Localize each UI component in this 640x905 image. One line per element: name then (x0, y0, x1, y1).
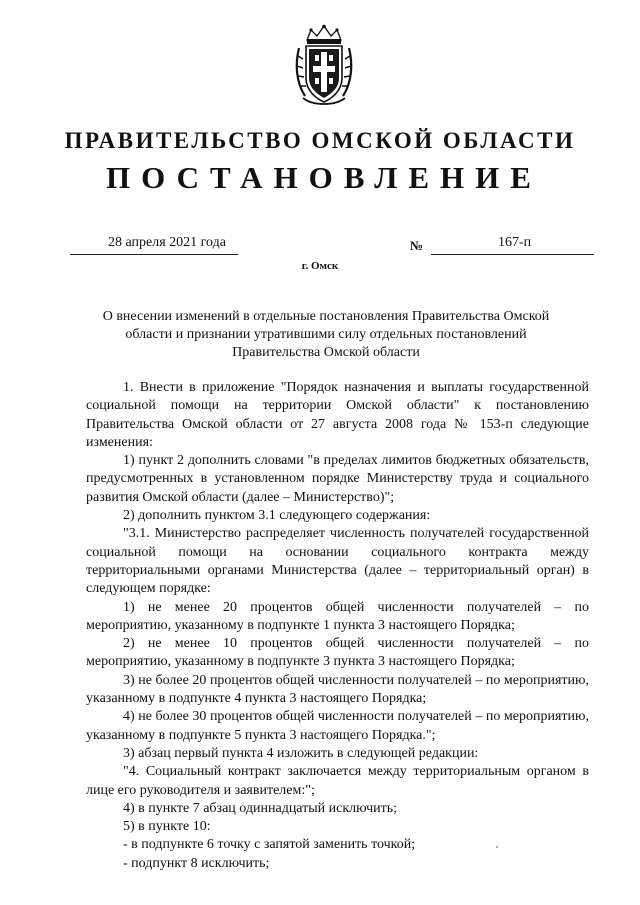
body-paragraph: "4. Социальный контракт заключается между территориальным органом в лице его руководителя и заявителем:"; (86, 764, 589, 798)
issuing-authority-title: ПРАВИТЕЛЬСТВО ОМСКОЙ ОБЛАСТИ (64, 128, 576, 153)
document-number: 167-п (498, 235, 532, 250)
body-paragraph: 1) пункт 2 дополнить словами "в пределах лимитов бюджетных обязательств, предусмотренных в установленном порядке Министерству труда и социального развития Омской области (далее – Министерство)"; (86, 453, 589, 505)
body-paragraph: 2) дополнить пунктом 3.1 следующего содержания: (123, 508, 431, 524)
body-paragraph: 2) не менее 10 процентов общей численности получателей – по мероприятию, указанному в подпункте 3 пункта 3 настоящего Порядка; (86, 636, 589, 670)
document-subject: О внесении изменений в отдельные постановления Правительства Омской области и признании утратившими силу отдельных постановлений Правительства Омской области (102, 309, 550, 360)
body-paragraph: 1) не менее 20 процентов общей численности получателей – по мероприятию, указанному в подпункте 1 пункта 3 настоящего Порядка; (86, 599, 589, 633)
body-paragraph: - подпункт 8 исключить; (123, 855, 270, 871)
scan-artifact (496, 846, 498, 848)
body-paragraph: 4) не более 30 процентов общей численности получателей – по мероприятию, указанному в подпункте 5 пункта 3 настоящего Порядка."; (86, 709, 589, 743)
body-paragraph: 3) не более 20 процентов общей численности получателей – по мероприятию, указанному в подпункте 4 пункта 3 настоящего Порядка; (86, 672, 589, 707)
body-paragraph: - в подпункте 6 точку с запятой заменить точкой; (123, 837, 416, 853)
document-date: 28 апреля 2021 года (108, 235, 226, 250)
body-paragraph: 3) абзац первый пункта 4 изложить в следующей редакции: (123, 745, 479, 761)
body-paragraph: 1. Внести в приложение "Порядок назначения и выплаты государственной социальной помощи на территории Омской области" к постановлению Правительства Омской области от 27 августа 2008 года № 153-п следующие изменения: (86, 380, 589, 450)
issue-city: г. Омск (301, 260, 339, 272)
date-field (70, 235, 238, 255)
document-body (86, 379, 589, 873)
body-paragraph: 4) в пункте 7 абзац одиннадцатый исключить; (123, 800, 398, 816)
body-paragraph: "3.1. Министерство распределяет численность получателей государственной социальной помощи на основании социального контракта между территориальными органами Министерства (далее – территориальный орган) в следующем порядке: (86, 526, 589, 597)
number-sign: № (410, 238, 424, 253)
number-field (431, 235, 594, 255)
document-type-title: ПОСТАНОВЛЕНИЕ (106, 160, 542, 195)
body-paragraph: 5) в пункте 10: (123, 819, 211, 835)
omsk-oblast-coat-of-arms-icon (293, 24, 355, 106)
